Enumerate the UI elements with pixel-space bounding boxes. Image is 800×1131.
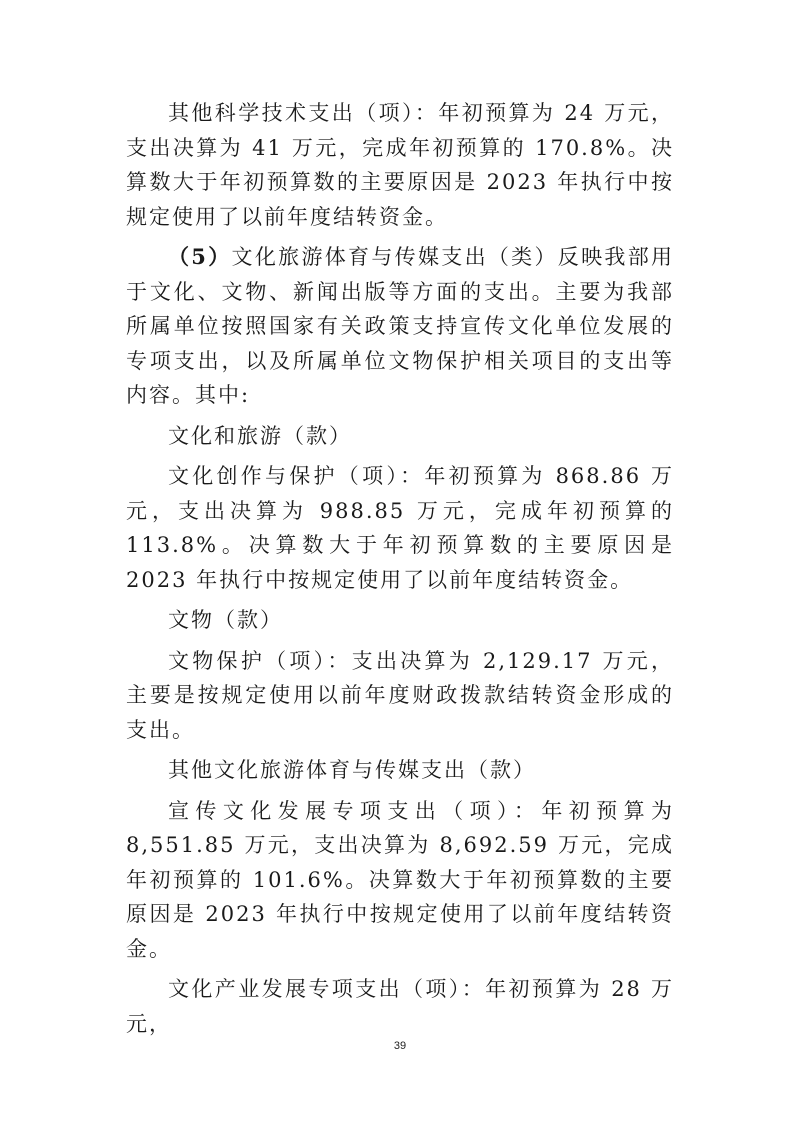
page-number: 39 <box>393 1040 407 1052</box>
document-body <box>126 96 674 1041</box>
paragraph-relic-protection: 文物保护（项）：支出决算为 2,129.17 万元，主要是按规定使用以前年度财政拨款结转资金形成的支出。 <box>126 648 674 742</box>
section-number: （5） <box>168 244 232 269</box>
heading-cultural-relics: 文物（款） <box>168 608 283 632</box>
paragraph-culture-tourism-text: 文化旅游体育与传媒支出（类）反映我部用于文化、文物、新闻出版等方面的支出。主要为我部所属单位按照国家有关政策支持宣传文化单位发展的专项支出，以及所属单位文物保护相关项目的支出等内容。其中: <box>126 245 674 407</box>
paragraph-cultural-creation: 文化创作与保护（项）：年初预算为 868.86 万元，支出决算为 988.85 万元，完成年初预算的 113.8%。决算数大于年初预算数的主要原因是 2023 年执行中按规定使用了以前年度结转资金。 <box>126 464 674 592</box>
heading-culture-and-tourism: 文化和旅游（款） <box>168 423 352 448</box>
paragraph-cultural-industry: 文化产业发展专项支出（项）：年初预算为 28 万元， <box>126 977 674 1036</box>
paragraph-other-science-tech: 其他科学技术支出（项）：年初预算为 24 万元，支出决算为 41 万元，完成年初预算的 170.8%。决算数大于年初预算数的主要原因是 2023 年执行中按规定使用了以前年度结转资金。 <box>126 101 674 229</box>
paragraph-culture-tourism-category <box>126 240 674 413</box>
heading-other-culture-media: 其他文化旅游体育与传媒支出（款） <box>168 758 536 782</box>
paragraph-publicity-culture: 宣传文化发展专项支出（项）：年初预算为 8,551.85 万元，支出决算为 8,692.59 万元，完成年初预算的 101.6%。决算数大于年初预算数的主要原因是 2023 年执行中按规定使用了以前年度结转资金。 <box>126 798 674 961</box>
